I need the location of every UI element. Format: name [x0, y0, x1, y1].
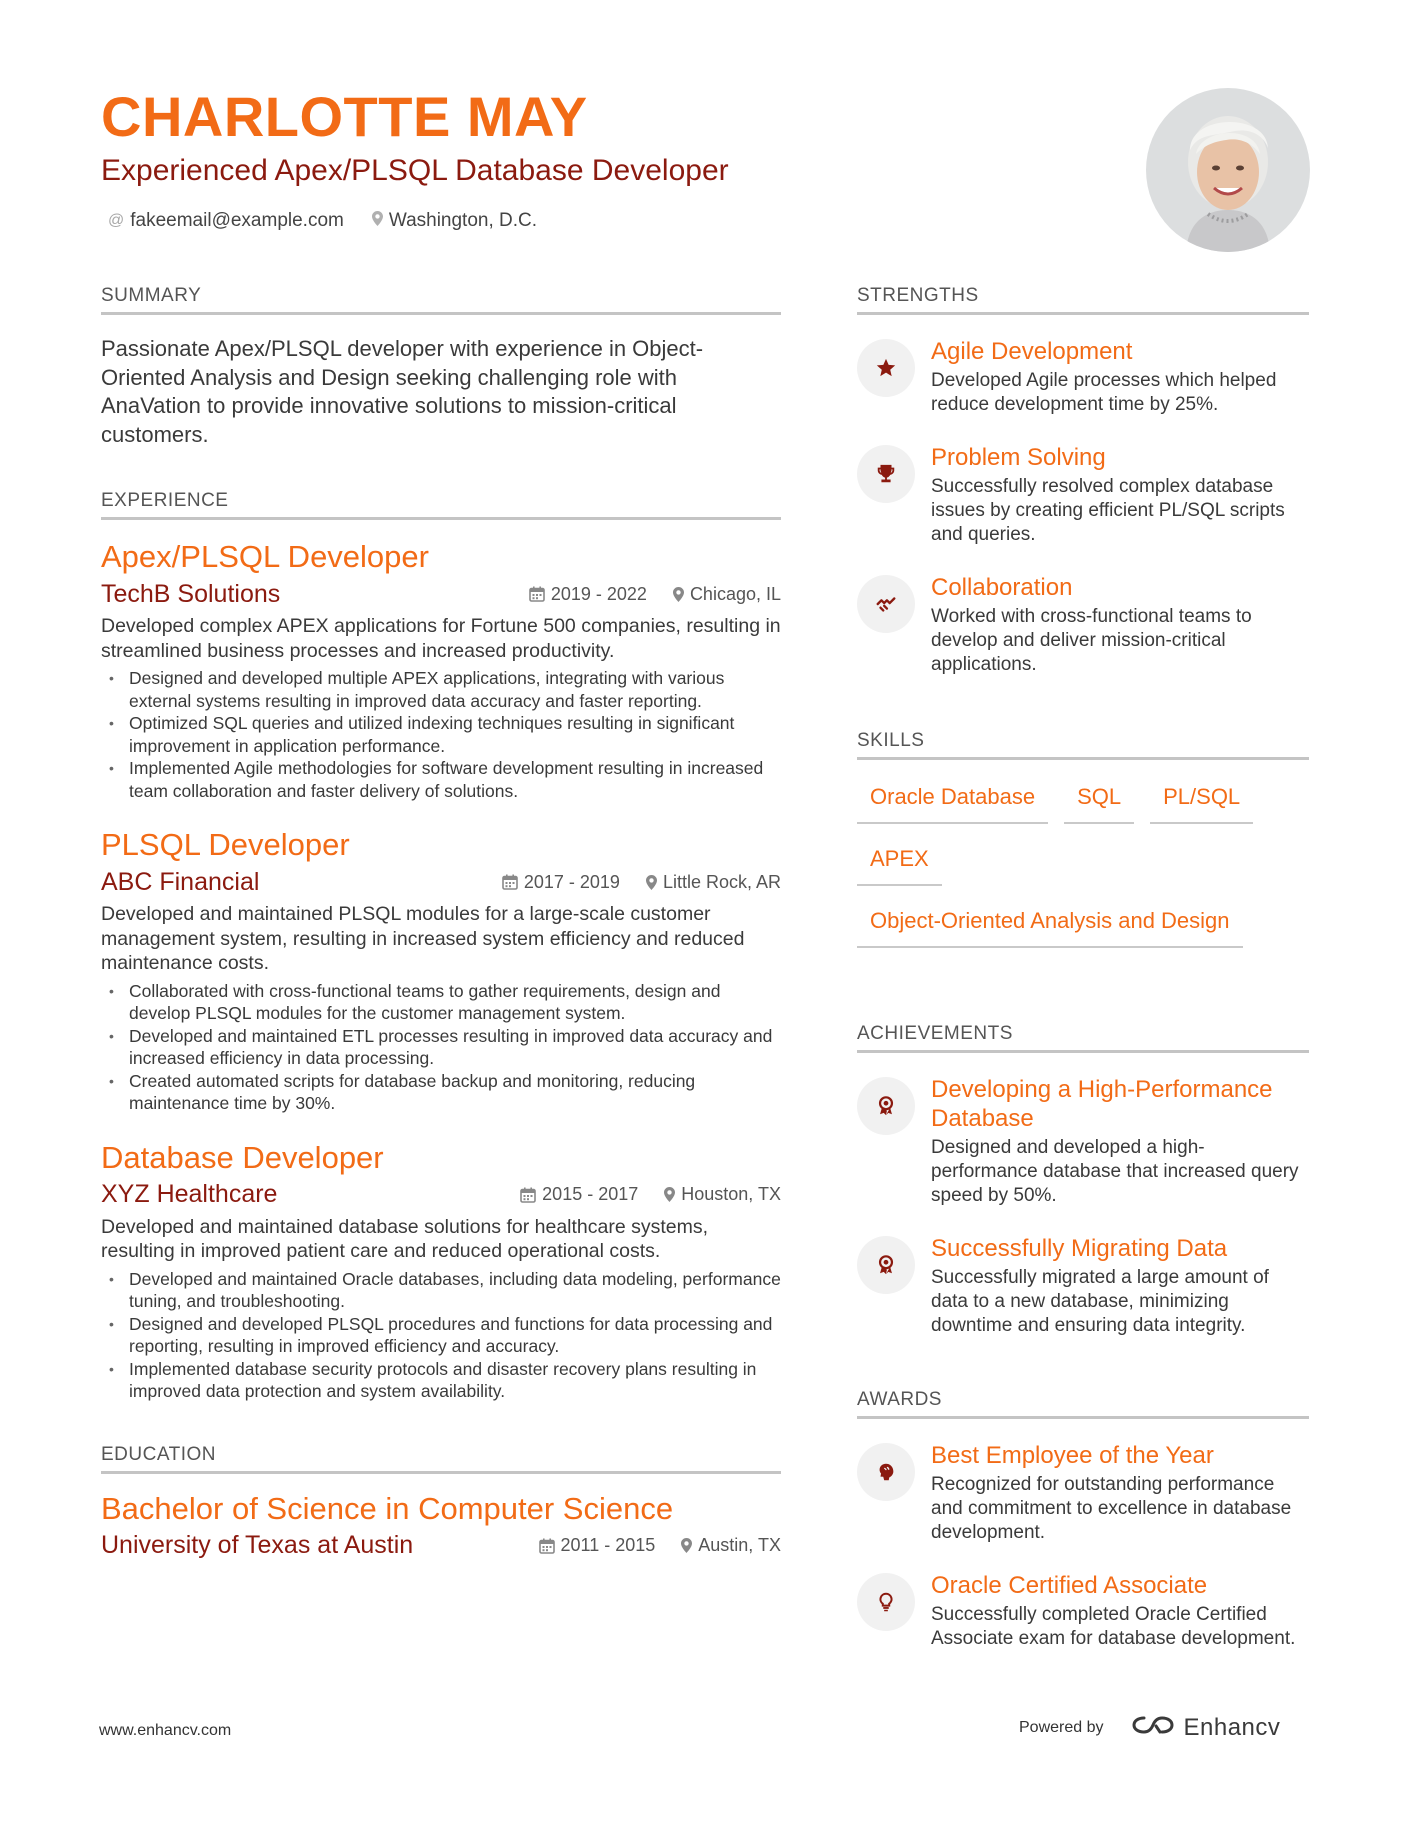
job-bullets [101, 980, 781, 1115]
education-location [681, 1535, 781, 1556]
job-location [673, 584, 781, 605]
experience-entry [101, 538, 781, 802]
calendar-icon [502, 874, 518, 890]
job-location-text: Chicago, IL [689, 583, 781, 604]
job-meta [494, 1184, 781, 1205]
job-bullet: • Developed and maintained ETL processes resulting in improved data accuracy and increased efficiency in data processing. [101, 1025, 781, 1070]
job-bullet: • Developed and maintained Oracle databases, including data modeling, performance tuning, and troubleshooting. [101, 1268, 781, 1313]
email-text: fakeemail@example.com [130, 210, 344, 231]
summary-heading: SUMMARY [101, 284, 781, 315]
award-title: Oracle Certified Associate [931, 1572, 1208, 1599]
achievement-desc: Designed and developed a high-performance database that increased query speed by 50%. [931, 1137, 1299, 1206]
summary-text: Passionate Apex/PLSQL developer with experience in Object-Oriented Analysis and Design seeking challenging role with AnaVation to provide innovative solutions to mission-critical customers. [101, 336, 704, 447]
school-name: University of Texas at Austin [101, 1531, 414, 1559]
calendar-icon [520, 1187, 536, 1203]
location-pin-icon [664, 1187, 675, 1202]
skill-tag: APEX [857, 838, 942, 886]
job-meta [503, 584, 781, 605]
awards-heading: AWARDS [857, 1388, 1309, 1419]
job-description: Developed complex APEX applications for Fortune 500 companies, resulting in streamlined business processes and increased productivity. [101, 615, 781, 662]
company-row [101, 1179, 781, 1211]
achievements-heading: ACHIEVEMENTS [857, 1022, 1309, 1053]
job-dates-text: 2017 - 2019 [523, 871, 620, 892]
job-title: Apex/PLSQL Developer [101, 539, 429, 574]
education-heading: EDUCATION [101, 1443, 781, 1474]
job-bullet: • Optimized SQL queries and utilized indexing techniques resulting in significant improvement in application performance. [101, 712, 781, 757]
skills-list [857, 776, 1309, 962]
job-dates [529, 584, 647, 605]
calendar-icon [539, 1538, 555, 1554]
education-dates [539, 1535, 656, 1556]
skills-heading: SKILLS [857, 729, 1309, 760]
job-bullet: • Designed and developed multiple APEX applications, integrating with various external systems resulting in improved data accuracy and faster reporting. [101, 667, 781, 712]
left-column [101, 284, 781, 1562]
job-bullets [101, 667, 781, 802]
job-bullet: • Implemented database security protocols and disaster recovery plans resulting in improved data protection and system availability. [101, 1358, 781, 1403]
job-bullet: • Designed and developed PLSQL procedures and functions for data processing and reporting, resulting in improved efficiency and accuracy. [101, 1313, 781, 1358]
education-meta [513, 1535, 781, 1556]
achievement-desc: Successfully migrated a large amount of data to a new database, minimizing downtime and ensuring data integrity. [931, 1267, 1269, 1336]
handshake-icon [857, 575, 915, 633]
brand-name: Enhancv [1183, 1713, 1281, 1741]
job-bullet: • Implemented Agile methodologies for software development resulting in increased team collaboration and faster delivery of solutions. [101, 757, 781, 802]
school-row [101, 1530, 781, 1562]
footer-website[interactable]: www.enhancv.com [99, 1722, 232, 1739]
footer-brand[interactable] [1019, 1712, 1280, 1743]
medal-icon [857, 1236, 915, 1294]
contact-row [108, 206, 565, 236]
achievement-item [857, 1234, 1309, 1338]
trophy-icon [857, 445, 915, 503]
candidate-name: CHARLOTTE MAY [101, 85, 588, 148]
job-location-text: Houston, TX [681, 1184, 781, 1204]
enhancv-logo-icon [1130, 1712, 1176, 1743]
location-text: Washington, D.C. [388, 210, 538, 231]
job-title: Database Developer [101, 1139, 384, 1175]
right-column [857, 284, 1309, 1651]
award-desc: Successfully completed Oracle Certified Associate exam for database development. [931, 1604, 1296, 1649]
calendar-icon [529, 586, 545, 602]
job-dates-text: 2019 - 2022 [550, 583, 647, 604]
location-pin-icon [646, 875, 657, 890]
strength-title: Collaboration [931, 574, 1073, 601]
lightbulb-icon [857, 1573, 915, 1631]
job-dates [502, 872, 620, 893]
email-item[interactable] [108, 210, 344, 232]
at-icon: @ [108, 212, 125, 229]
experience-entry [101, 826, 781, 1115]
job-description: Developed and maintained database solutions for healthcare systems, resulting in improved patient care and reduced operational costs. [101, 1215, 709, 1262]
strength-desc: Worked with cross-functional teams to develop and deliver mission-critical applications. [931, 606, 1252, 675]
award-item [857, 1441, 1309, 1545]
job-bullet: • Collaborated with cross-functional teams to gather requirements, design and develop PLSQL modules for the customer management system. [101, 980, 781, 1025]
job-location [646, 872, 781, 893]
powered-by-label: Powered by [1019, 1718, 1104, 1736]
education-location-text: Austin, TX [698, 1535, 781, 1555]
company-row [101, 866, 781, 898]
medal-icon [857, 1077, 915, 1135]
job-dates-text: 2015 - 2017 [542, 1184, 639, 1204]
company-name: XYZ Healthcare [101, 1180, 278, 1208]
job-dates [520, 1184, 638, 1205]
company-name: TechB Solutions [101, 579, 281, 608]
candidate-title: Experienced Apex/PLSQL Database Developer [101, 154, 729, 187]
degree-title: Bachelor of Science in Computer Science [101, 1490, 674, 1526]
achievement-title: Developing a High-Performance Database [931, 1076, 1273, 1132]
job-meta [476, 872, 781, 893]
achievement-item [857, 1075, 1309, 1208]
job-description: Developed and maintained PLSQL modules for a large-scale customer management system, resulting in increased system efficiency and reduced maintenance costs. [101, 903, 745, 974]
job-location-text: Little Rock, AR [662, 871, 781, 892]
skill-tag: PL/SQL [1150, 776, 1253, 824]
experience-heading: EXPERIENCE [101, 489, 781, 520]
strength-title: Agile Development [931, 338, 1133, 365]
strength-item [857, 573, 1309, 677]
skill-tag: SQL [1064, 776, 1134, 824]
strength-item [857, 337, 1309, 417]
award-desc: Recognized for outstanding performance and commitment to excellence in database development. [931, 1474, 1292, 1543]
star-icon [857, 339, 915, 397]
company-name: ABC Financial [101, 867, 260, 896]
strength-desc: Successfully resolved complex database issues by creating efficient PL/SQL scripts and queries. [931, 476, 1285, 545]
strength-desc: Developed Agile processes which helped reduce development time by 25%. [931, 370, 1277, 415]
profile-photo [1146, 88, 1310, 252]
job-title: PLSQL Developer [101, 827, 350, 862]
job-bullet: • Created automated scripts for database backup and monitoring, reducing maintenance time by 30%. [101, 1070, 781, 1115]
strengths-heading: STRENGTHS [857, 284, 1309, 315]
location-pin-icon [372, 211, 383, 231]
award-item [857, 1571, 1309, 1651]
education-entry [101, 1490, 781, 1562]
brain-icon [857, 1443, 915, 1501]
strength-item [857, 443, 1309, 547]
achievement-title: Successfully Migrating Data [931, 1235, 1228, 1262]
skill-tag: Oracle Database [857, 776, 1048, 824]
strength-title: Problem Solving [931, 444, 1106, 471]
location-pin-icon [673, 587, 684, 602]
education-dates-text: 2011 - 2015 [560, 1535, 656, 1555]
location-item [372, 210, 537, 232]
job-location [664, 1184, 781, 1205]
skill-tag: Object-Oriented Analysis and Design [857, 900, 1243, 948]
experience-entry [101, 1139, 781, 1403]
job-bullets [101, 1268, 781, 1403]
award-title: Best Employee of the Year [931, 1442, 1214, 1469]
company-row [101, 578, 781, 610]
location-pin-icon [681, 1538, 692, 1553]
